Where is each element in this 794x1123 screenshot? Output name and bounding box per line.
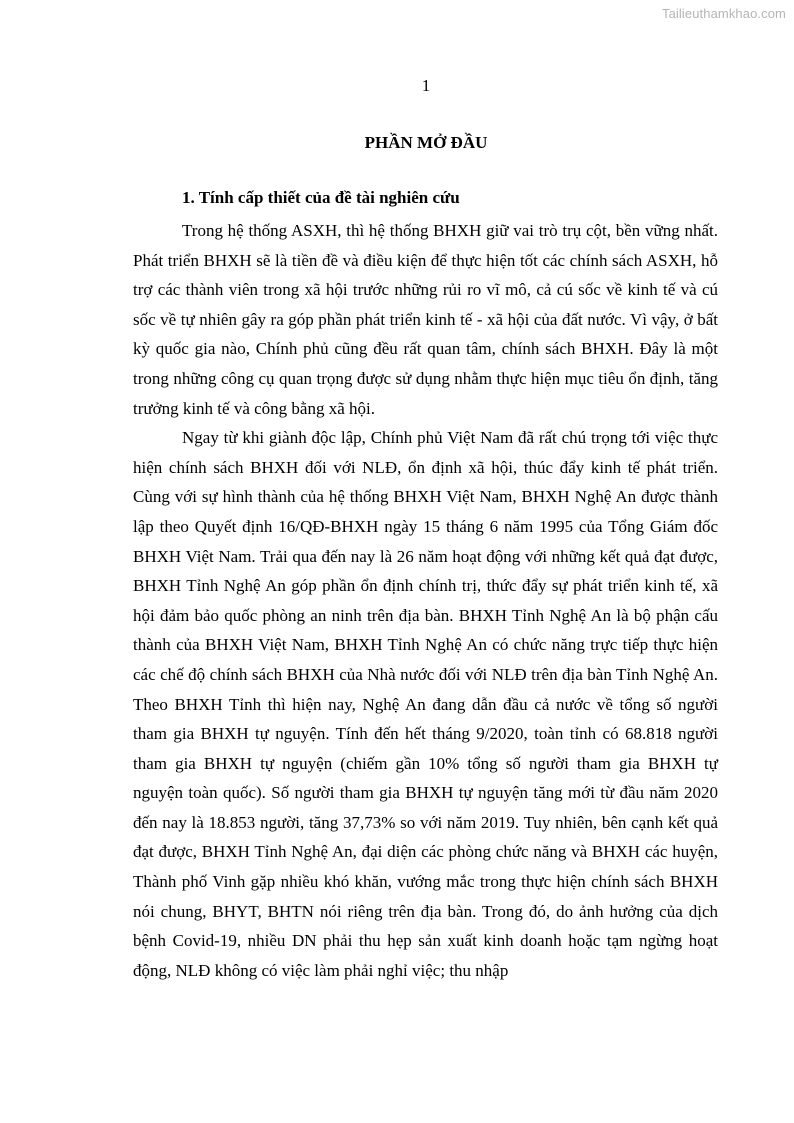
watermark-text: Tailieuthamkhao.com	[661, 6, 786, 21]
page-number: 1	[421, 76, 431, 95]
paragraph-2: Ngay từ khi giành độc lập, Chính phủ Việt Nam đã rất chú trọng tới việc thực hiện chính sách BHXH đối với NLĐ, ổn định xã hội, thúc đẩy kinh tế phát triển. Cùng với sự hình thành của hệ thống BHXH Việt Nam, BHXH Nghệ An được thành lập theo Quyết định 16/QĐ-BHXH ngày 15 tháng 6 năm 1995 của Tổng Giám đốc BHXH Việt Nam. Trải qua đến nay là 26 năm hoạt động với những kết quả đạt được, BHXH Tỉnh Nghệ An góp phần ổn định chính trị, thức đẩy sự phát triển kinh tế, xã hội đảm bảo quốc phòng an ninh trên địa bàn. BHXH Tỉnh Nghệ An là bộ phận cấu thành của BHXH Việt Nam, BHXH Tỉnh Nghệ An có chức năng trực tiếp thực hiện các chế độ chính sách BHXH của Nhà nước đối với NLĐ trên địa bàn Tỉnh Nghệ An. Theo BHXH Tỉnh thì hiện nay, Nghệ An đang dẫn đầu cả nước về tổng số người tham gia BHXH tự nguyện. Tính đến hết tháng 9/2020, toàn tỉnh có 68.818 người tham gia BHXH tự nguyện (chiếm gần 10% tổng số người tham gia BHXH tự nguyện toàn quốc). Số người tham gia BHXH tự nguyện tăng mới từ đầu năm 2020 đến nay là 18.853 người, tăng 37,73% so với năm 2019. Tuy nhiên, bên cạnh kết quả đạt được, BHXH Tỉnh Nghệ An, đại diện các phòng chức năng và BHXH các huyện, Thành phố Vinh gặp nhiều khó khăn, vướng mắc trong thực hiện chính sách BHXH nói chung, BHYT, BHTN nói riêng trên địa bàn. Trong đó, do ảnh hưởng của dịch bệnh Covid-19, nhiều DN phải thu hẹp sản xuất kinh doanh hoặc tạm ngừng hoạt động, NLĐ không có việc làm phải nghỉ việc; thu nhập	[133, 428, 718, 980]
section-heading: 1. Tính cấp thiết của đề tài nghiên cứu	[182, 188, 460, 207]
paragraph-1: Trong hệ thống ASXH, thì hệ thống BHXH giữ vai trò trụ cột, bền vững nhất. Phát triển BHXH sẽ là tiền đề và điều kiện để thực hiện tốt các chính sách ASXH, hỗ trợ các thành viên trong xã hội trước những rủi ro vĩ mô, cả cú sốc về kinh tế và cú sốc về tự nhiên gây ra góp phần phát triển kinh tế - xã hội của đất nước. Vì vậy, ở bất kỳ quốc gia nào, Chính phủ cũng đều rất quan tâm, chính sách BHXH. Đây là một trong những công cụ quan trọng được sử dụng nhằm thực hiện mục tiêu ổn định, tăng trưởng kinh tế và công bằng xã hội.	[133, 221, 718, 418]
part-title: PHẦN MỞ ĐẦU	[364, 133, 488, 152]
body-text	[133, 216, 718, 985]
